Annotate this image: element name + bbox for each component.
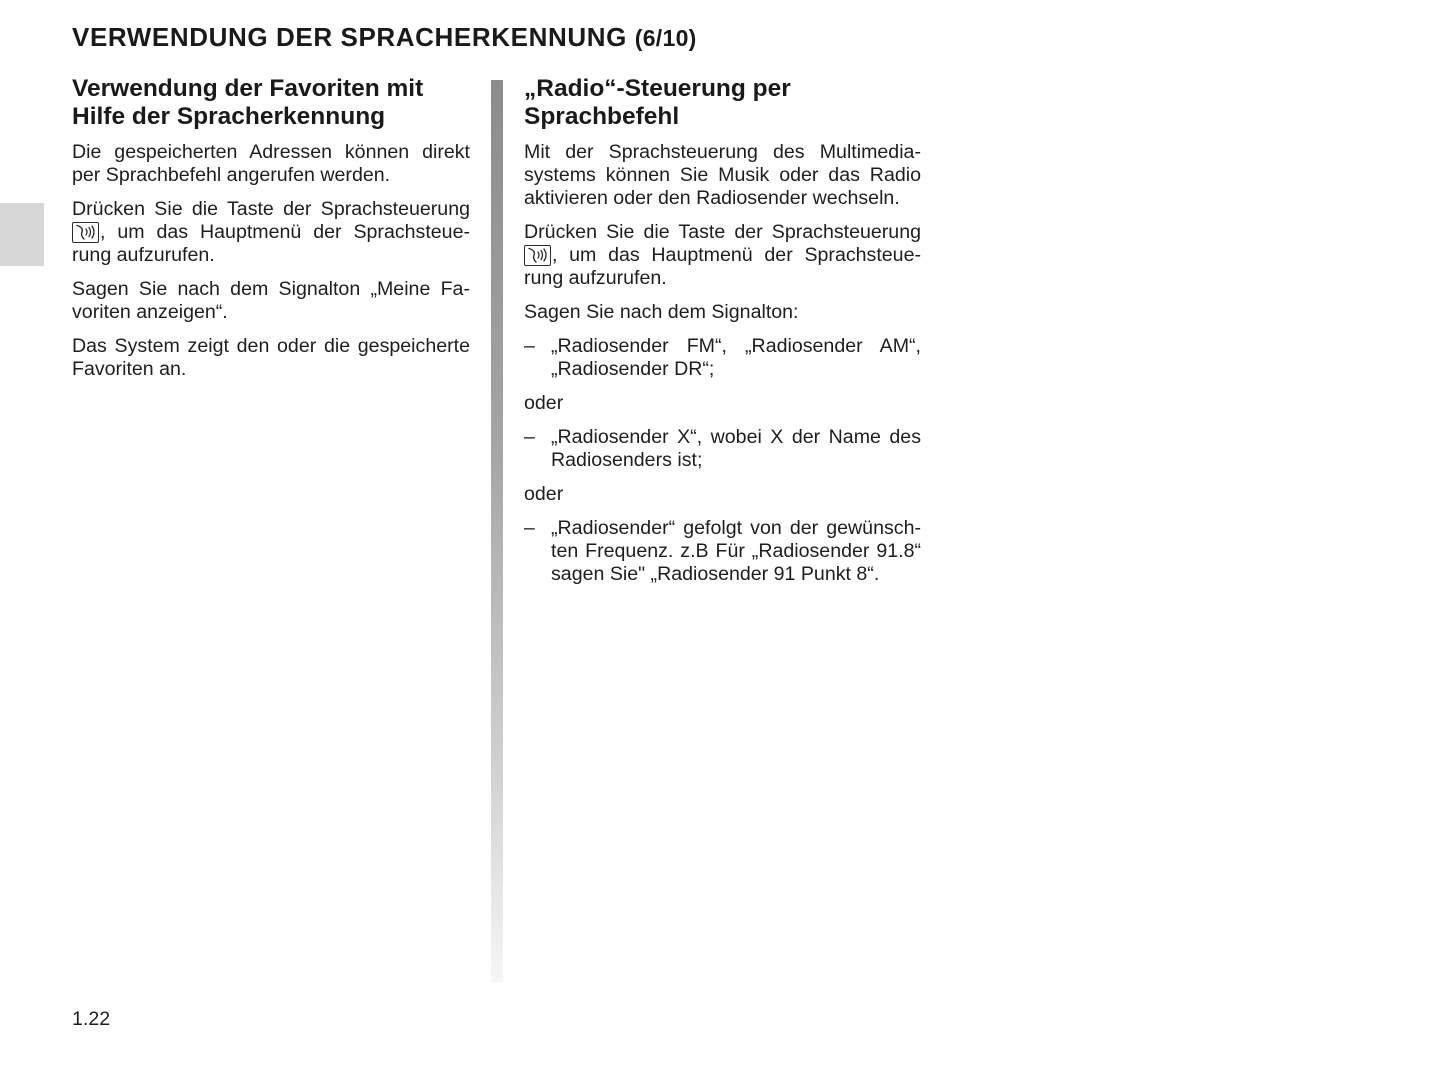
page-counter: (6/10) — [634, 25, 697, 51]
left-p2-text-end: , um das Hauptmenü der Sprachsteuerung aufzurufen. — [72, 221, 470, 266]
right-paragraph-1: Mit der Sprachsteuerung des Multimediasystems können Sie Musik oder das Radio aktivieren oder den Radiosender wechseln. — [524, 141, 921, 209]
left-paragraph-3: Sagen Sie nach dem Signalton „Meine Favoriten anzeigen“. — [72, 278, 470, 323]
column-divider — [491, 80, 503, 982]
list-item-text: „Radiosender X“, wobei X der Name des Radiosenders ist; — [551, 426, 921, 471]
list-item — [524, 517, 921, 586]
right-p2-text-end: , um das Hauptmenü der Sprachsteuerung aufzurufen. — [524, 244, 921, 289]
left-heading: Verwendung der Favoriten mit Hilfe der Spracherkennung — [72, 75, 424, 130]
right-paragraph-2 — [524, 221, 921, 290]
list-item-text: „Radiosender“ gefolgt von der gewünschten Frequenz. z.B Für „Radiosender 91.8“ sagen Sie" „Radiosender 91 Punkt 8“. — [551, 517, 921, 585]
left-paragraph-2 — [72, 198, 470, 267]
list-item — [524, 426, 921, 472]
right-heading: „Radio“-Steuerung per Sprachbefehl — [524, 75, 791, 130]
voice-command-icon — [72, 222, 99, 243]
left-paragraph-4: Das System zeigt den oder die gespeicherte Favoriten an. — [72, 335, 470, 380]
chapter-tab — [0, 203, 44, 266]
dash-bullet: – — [524, 335, 535, 357]
dash-bullet: – — [524, 426, 535, 448]
right-column — [524, 75, 921, 597]
right-p2-text-start: Drücken Sie die Taste der Sprachsteuerung — [524, 221, 921, 243]
command-list-2 — [524, 426, 921, 472]
right-paragraph-3: Sagen Sie nach dem Signalton: — [524, 301, 799, 323]
list-item-text: „Radiosender FM“, „Radiosender AM“, „Radiosender DR“; — [551, 335, 921, 380]
left-p2-text-start: Drücken Sie die Taste der Sprachsteuerung — [72, 198, 470, 220]
left-column — [72, 75, 470, 392]
list-item — [524, 335, 921, 381]
dash-bullet: – — [524, 517, 535, 539]
page-title-text: VERWENDUNG DER SPRACHERKENNUNG — [72, 22, 627, 52]
left-paragraph-1: Die gespeicherten Adressen können direkt per Sprachbefehl angerufen werden. — [72, 141, 470, 186]
page-title — [72, 22, 697, 53]
or-separator-2: oder — [524, 483, 564, 505]
command-list-3 — [524, 517, 921, 586]
page-number: 1.22 — [72, 1008, 111, 1030]
or-separator-1: oder — [524, 392, 564, 414]
voice-command-icon — [524, 245, 551, 266]
command-list-1 — [524, 335, 921, 381]
